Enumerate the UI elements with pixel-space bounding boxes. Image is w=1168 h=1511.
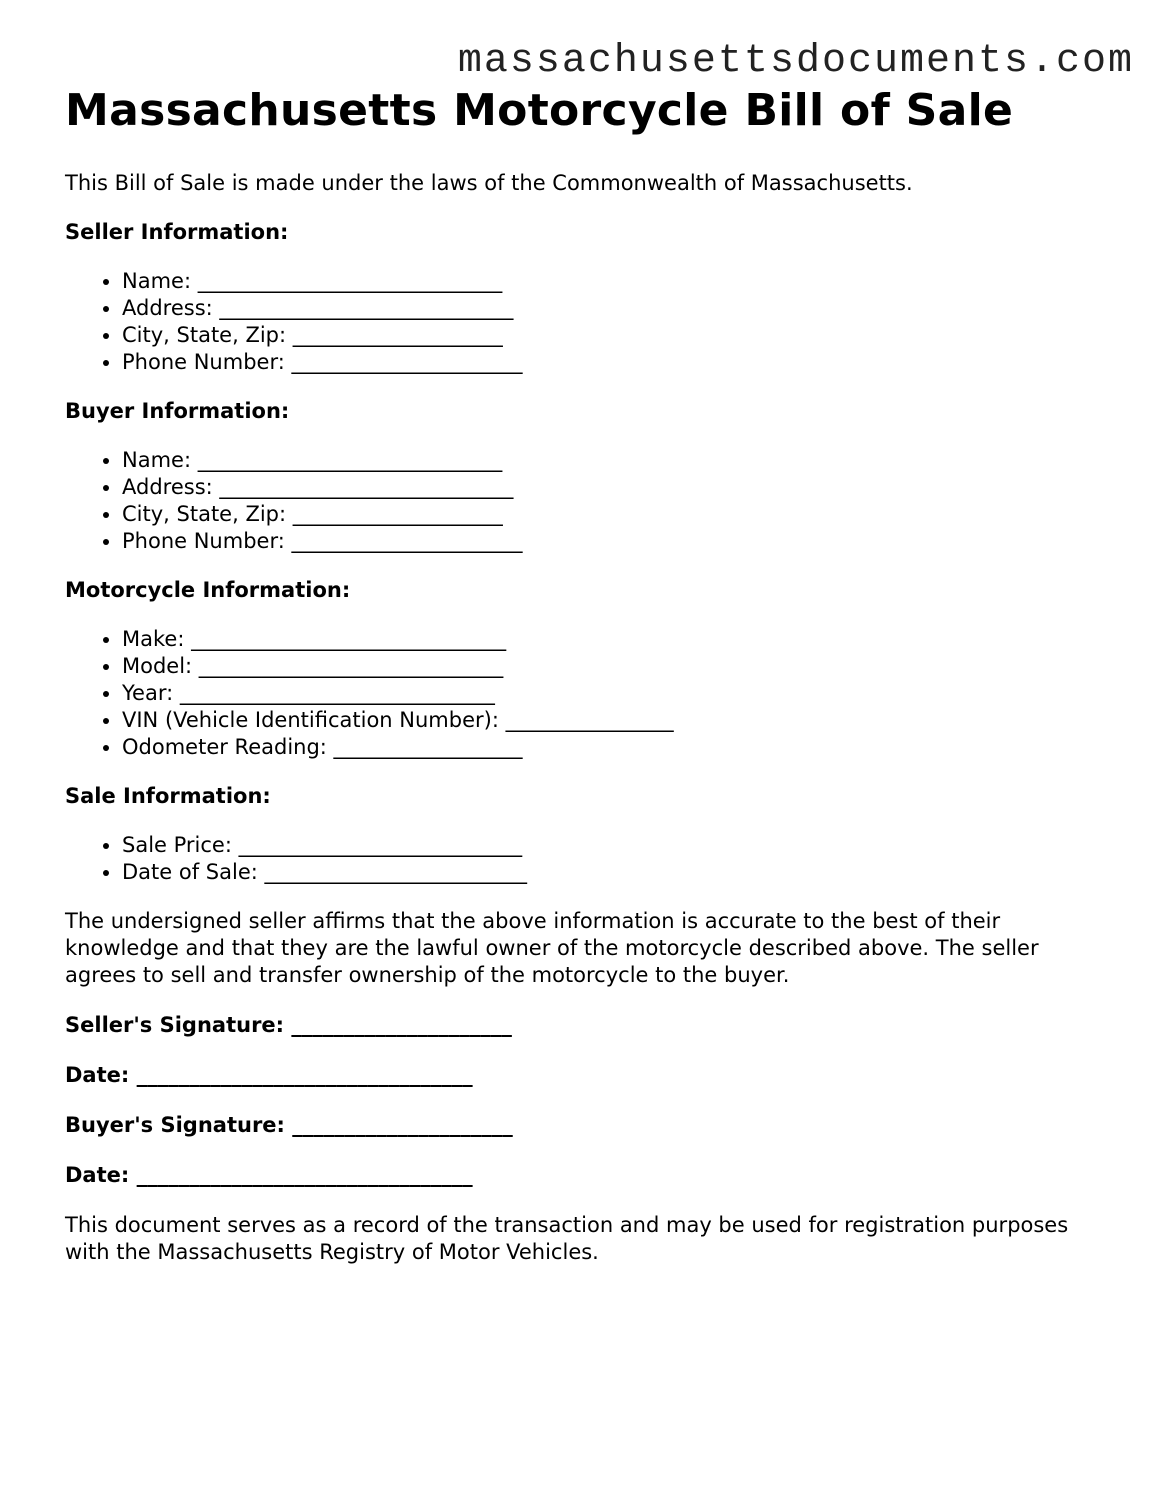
page-title: Massachusetts Motorcycle Bill of Sale (65, 85, 1014, 136)
seller-phone-field: • Phone Number: ______________________ (122, 349, 1105, 376)
affirmation-text: The undersigned seller affirms that the above information is accurate to the best of their knowledge and that they are the lawful owner of the motorcycle described above. The seller agrees to sell and transfer ownership of the motorcycle to the buyer. (65, 909, 1039, 987)
vin-field: • VIN (Vehicle Identification Number): ________________ (122, 707, 1105, 734)
buyer-phone-field: • Phone Number: ______________________ (122, 528, 1105, 555)
sale-date-field: • Date of Sale: _________________________ (122, 859, 1105, 886)
motorcycle-heading: Motorcycle Information: (65, 578, 351, 602)
sale-fields (65, 832, 1105, 886)
motorcycle-fields (65, 626, 1105, 761)
seller-name-field: • Name: _____________________________ (122, 268, 1105, 295)
seller-address-field: • Address: ____________________________ (122, 295, 1105, 322)
buyer-name-field: • Name: _____________________________ (122, 447, 1105, 474)
model-field: • Model: _____________________________ (122, 653, 1105, 680)
buyer-signature-line: Buyer's Signature: _____________________ (65, 1113, 513, 1137)
document-body (65, 84, 1105, 1266)
buyer-address-field: • Address: ____________________________ (122, 474, 1105, 501)
make-field: • Make: ______________________________ (122, 626, 1105, 653)
sale-price-field: • Sale Price: ___________________________ (122, 832, 1105, 859)
seller-signature-line: Seller's Signature: _____________________ (65, 1013, 512, 1037)
buyer-date-line: Date: ________________________________ (65, 1163, 473, 1187)
seller-date-line: Date: ________________________________ (65, 1063, 473, 1087)
buyer-heading: Buyer Information: (65, 399, 290, 423)
intro-text: This Bill of Sale is made under the laws of the Commonwealth of Massachusetts. (65, 171, 913, 195)
buyer-city-field: • City, State, Zip: ____________________ (122, 501, 1105, 528)
seller-fields (65, 268, 1105, 376)
closing-text: This document serves as a record of the transaction and may be used for registration purposes with the Massachusetts Registry of Motor Vehicles. (65, 1213, 1069, 1264)
odometer-field: • Odometer Reading: __________________ (122, 734, 1105, 761)
seller-city-field: • City, State, Zip: ____________________ (122, 322, 1105, 349)
watermark: massachusettsdocuments.com (457, 39, 1134, 84)
seller-heading: Seller Information: (65, 220, 289, 244)
buyer-fields (65, 447, 1105, 555)
sale-heading: Sale Information: (65, 784, 271, 808)
year-field: • Year: ______________________________ (122, 680, 1105, 707)
